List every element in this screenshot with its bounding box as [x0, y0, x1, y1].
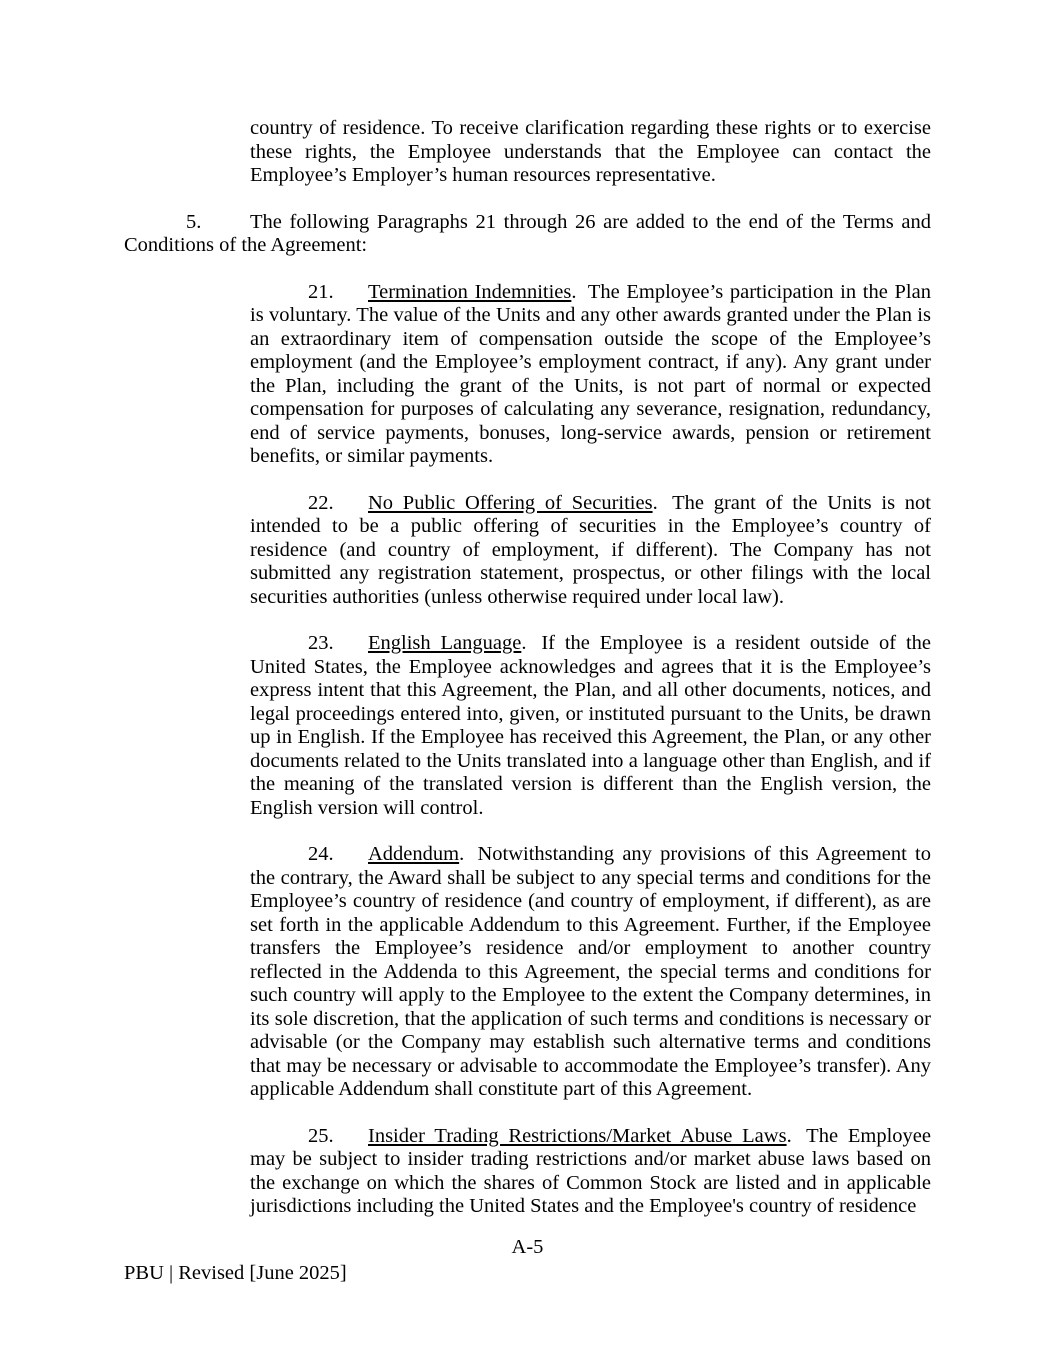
paragraph-22-no-public-offering [250, 492, 931, 610]
paragraph-24-body: Notwithstanding any provisions of this Agreement to the contrary, the Award shall be subject to any special terms and conditions for the Employee’s country of residence (and country of employment, if different), as are set forth in the applicable Addendum to this Agreement. Further, if the Employee transfers the Employee’s residence and/or employment to another country reflected in the Addenda to this Agreement, the special terms and conditions for such country will apply to the Employee to the extent the Company determines, in its sole discretion, that the application of such terms and conditions is necessary or advisable (or the Company may establish such alternative terms and conditions that may be necessary or advisable to accommodate the Employee’s transfer). Any applicable Addendum shall constitute part of this Agreement. [250, 843, 932, 1100]
paragraph-23-number: 23. [308, 632, 334, 654]
page-number: A-5 [511, 1236, 544, 1258]
paragraph-22-heading-period: . [652, 491, 658, 514]
paragraph-22-heading: No Public Offering of Securities [368, 491, 653, 514]
paragraph-24-heading: Addendum [368, 843, 460, 865]
paragraph-25-body: The Employee may be subject to insider trading restrictions and/or market abuse laws based on the exchange on which the shares of Common Stock are listed and in applicable jurisdictions including the United States and the Employee's country of residence [250, 1124, 931, 1217]
paragraph-24-number: 24. [308, 843, 334, 865]
paragraph-22-number: 22. [308, 491, 334, 514]
document-code: PBU | Revised [June 2025] [124, 1262, 347, 1284]
paragraph-continuation-text: country of residence. To receive clarification regarding these rights or to exercise these rights, the Employee understands that the Employee can contact the Employee’s Employer’s human resources representative. [250, 117, 931, 186]
paragraph-25-number: 25. [308, 1124, 334, 1147]
paragraph-24-addendum [250, 843, 931, 1102]
paragraph-22-body: The grant of the Units is not intended to be a public offering of securities in the Employee’s country of residence (and country of employment, if different). The Company has not submitted any registration statement, prospectus, or other filings with the local securities authorities (unless otherwise required under local law). [250, 491, 931, 608]
paragraph-5-text: The following Paragraphs 21 through 26 are added to the end of the Terms and Conditions of the Agreement: [124, 210, 931, 256]
paragraph-21-number: 21. [308, 280, 334, 303]
paragraph-continuation [250, 117, 931, 188]
paragraph-23-body: If the Employee is a resident outside of the United States, the Employee acknowledges and agrees that it is the Employee’s express intent that this Agreement, the Plan, and all other documents, notices, and legal proceedings entered into, given, or instituted pursuant to the Units, be drawn up in English. If the Employee has received this Agreement, the Plan, or any other documents related to the Units translated into a language other than English, and if the meaning of the translated version is different than the English version, the English version will control. [250, 632, 931, 819]
paragraph-24-heading-period: . [459, 843, 465, 865]
paragraph-21-heading: Termination Indemnities [368, 280, 572, 303]
paragraph-5-number: 5. [186, 210, 202, 233]
paragraph-23-english-language [250, 632, 931, 820]
paragraph-21-termination-indemnities [250, 281, 931, 469]
paragraph-25-insider-trading [250, 1125, 931, 1219]
paragraph-21-body: The Employee’s participation in the Plan is voluntary. The value of the Units and any other awards granted under the Plan is an extraordinary item of compensation outside the scope of the Employee’s employment (and the Employee’s employment contract, if any). Any grant under the Plan, including the grant of the Units, is not part of normal or expected compensation for purposes of calculating any severance, resignation, redundancy, end of service payments, bonuses, long-service awards, pension or retirement benefits, or similar payments. [250, 280, 931, 467]
paragraph-23-heading-period: . [521, 632, 527, 654]
paragraph-5 [124, 211, 931, 258]
paragraph-23-heading: English Language [368, 632, 522, 654]
paragraph-21-heading-period: . [571, 280, 577, 303]
paragraph-25-heading: Insider Trading Restrictions/Market Abuse Laws [368, 1124, 787, 1147]
paragraph-25-heading-period: . [786, 1124, 792, 1147]
